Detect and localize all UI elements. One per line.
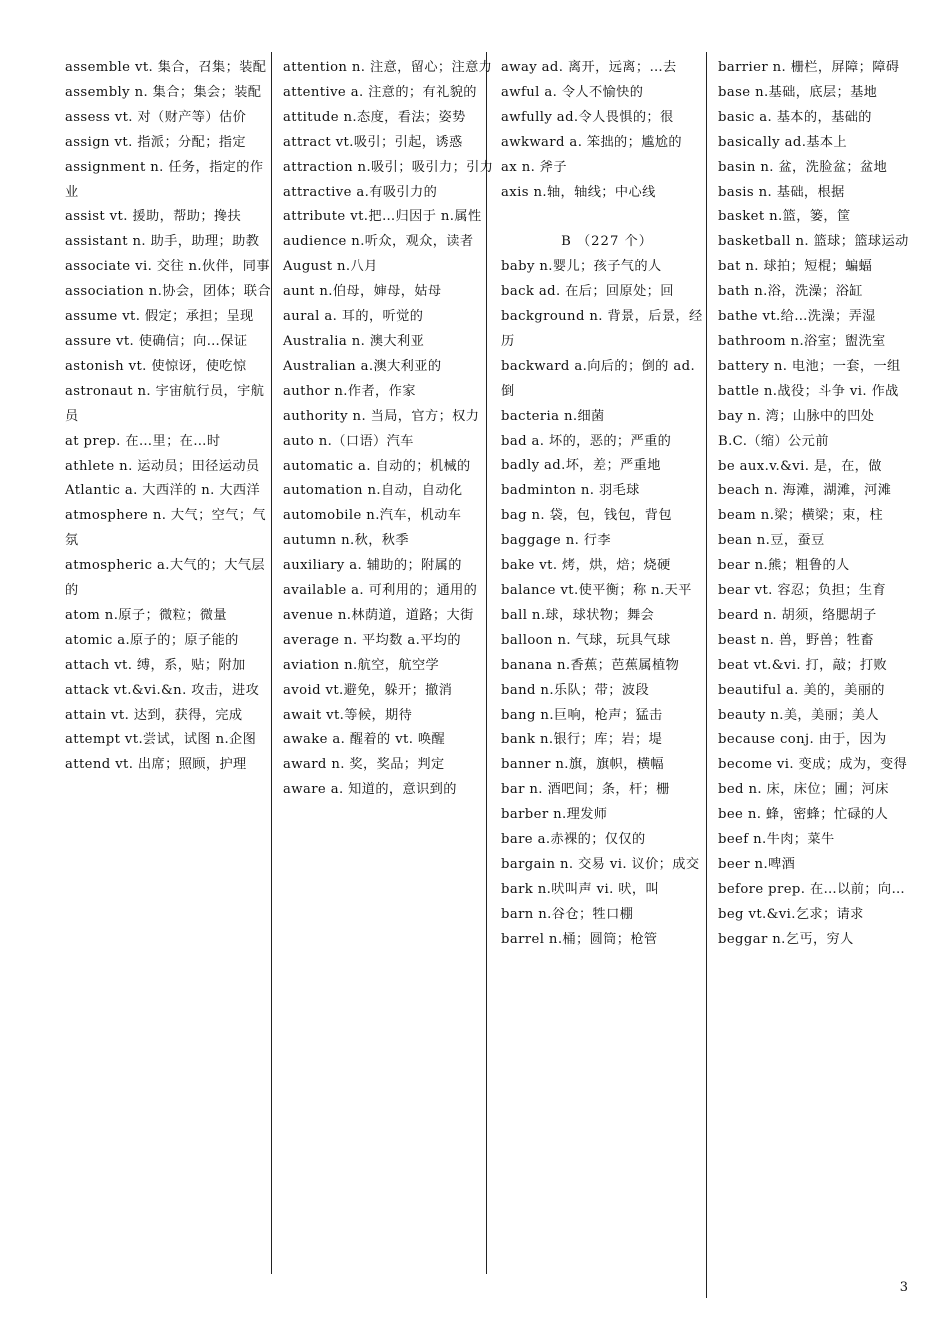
- word-entry: beauty n.美，美丽；美人: [718, 707, 879, 723]
- word-entry: balloon n. 气球，玩具气球: [501, 632, 671, 648]
- word-entry: attain vt. 达到，获得，完成: [65, 707, 243, 723]
- word-entry: basis n. 基础，根据: [718, 184, 845, 200]
- word-entry: bare a.赤裸的；仅仅的: [501, 832, 646, 848]
- word-entry: avoid vt.避免，躲开；撤消: [283, 682, 453, 698]
- word-entry: basin n. 盆，洗脸盆；盆地: [718, 159, 888, 175]
- word-entry: aware a. 知道的，意识到的: [283, 782, 457, 798]
- word-entry: atmospheric a.大气的；大气层的: [65, 558, 265, 599]
- word-entry: background n. 背景，后景，经历: [501, 309, 703, 349]
- word-entry: atomic a.原子的；原子能的: [65, 632, 239, 648]
- word-entry: band n.乐队；带；波段: [501, 682, 650, 698]
- word-entry: auto n.（口语）汽车: [283, 433, 414, 449]
- word-entry: before prep. 在…以前；向…: [718, 881, 906, 897]
- word-entry: astronaut n. 宇宙航行员，宇航员: [65, 383, 265, 424]
- word-entry: base n.基础，底层；基地: [718, 84, 878, 100]
- word-entry: back ad. 在后；回原处；回: [501, 284, 674, 300]
- word-entry: bacteria n.细菌: [501, 408, 605, 424]
- word-entry: award n. 奖，奖品；判定: [283, 757, 445, 773]
- word-entry: bar n. 酒吧间；条，杆；栅: [501, 782, 670, 798]
- word-entry: beach n. 海滩，湖滩，河滩: [718, 483, 892, 499]
- word-column-2: [283, 56, 495, 803]
- word-entry: assignment n. 任务，指定的作业: [65, 159, 264, 200]
- word-entry: Australia n. 澳大利亚: [283, 333, 425, 349]
- word-entry: attempt vt.尝试，试图 n.企图: [65, 732, 257, 748]
- word-entry: audience n.听众，观众，读者: [283, 234, 474, 250]
- word-entry: because conj. 由于，因为: [718, 732, 887, 748]
- word-entry: bad a. 坏的，恶的；严重的: [501, 433, 672, 449]
- word-entry: attitude n.态度，看法；姿势: [283, 109, 466, 125]
- word-entry: barrel n.桶；圆筒；枪管: [501, 931, 658, 947]
- word-entry: beard n. 胡须，络腮胡子: [718, 607, 877, 623]
- word-entry: assess vt. 对（财产等）估价: [65, 109, 247, 125]
- word-entry: ax n. 斧子: [501, 159, 567, 175]
- word-entry: atom n.原子；微粒；微量: [65, 607, 227, 623]
- word-column-4: [718, 56, 930, 953]
- word-entry: barber n.理发师: [501, 807, 608, 823]
- word-entry: backward a.向后的；倒的 ad. 倒: [501, 358, 696, 399]
- word-entry: be aux.v.&vi. 是，在，做: [718, 458, 882, 474]
- word-entry: attentive a. 注意的；有礼貌的: [283, 84, 477, 100]
- word-entry: available a. 可利用的；通用的: [283, 583, 478, 599]
- word-entry: become vi. 变成；成为，变得: [718, 757, 908, 773]
- word-entry: bathe vt.给…洗澡；弄湿: [718, 309, 876, 325]
- word-entry: banana n.香蕉；芭蕉属植物: [501, 657, 680, 673]
- word-list-a: [501, 56, 713, 205]
- word-entry: B.C.（缩）公元前: [718, 433, 829, 449]
- word-entry: assume vt. 假定；承担；呈现: [65, 309, 254, 325]
- word-entry: attract vt.吸引；引起，诱惑: [283, 134, 463, 150]
- word-entry: axis n.轴，轴线；中心线: [501, 184, 656, 200]
- word-entry: Australian a.澳大利亚的: [283, 358, 442, 374]
- word-entry: beast n. 兽，野兽；牲畜: [718, 632, 874, 648]
- word-entry: Atlantic a. 大西洋的 n. 大西洋: [65, 483, 261, 499]
- word-entry: atmosphere n. 大气；空气；气氛: [65, 508, 267, 549]
- word-entry: attribute vt.把…归因于 n.属性: [283, 209, 482, 225]
- word-entry: away ad. 离开，远离；…去: [501, 60, 677, 75]
- word-entry: athlete n. 运动员；田径运动员: [65, 458, 260, 474]
- word-entry: assist vt. 援助，帮助；搀扶: [65, 209, 242, 225]
- word-entry: aviation n.航空，航空学: [283, 657, 440, 673]
- word-entry: await vt.等候，期待: [283, 707, 413, 723]
- word-entry: bat n. 球拍；短棍；蝙蝠: [718, 259, 873, 275]
- word-entry: beautiful a. 美的，美丽的: [718, 682, 885, 698]
- word-entry: attend vt. 出席；照顾，护理: [65, 757, 247, 773]
- word-entry: August n.八月: [283, 259, 378, 275]
- word-entry: assistant n. 助手，助理；助教: [65, 234, 260, 250]
- word-entry: bath n.浴，洗澡；浴缸: [718, 284, 863, 300]
- word-entry: barrier n. 栅栏，屏障；障碍: [718, 60, 900, 75]
- word-entry: authority n. 当局，官方；权力: [283, 408, 480, 424]
- word-entry: beam n.梁；横梁；束，柱: [718, 508, 883, 524]
- word-entry: automatic a. 自动的；机械的: [283, 458, 471, 474]
- word-entry: awfully ad.令人畏惧的；很: [501, 109, 674, 125]
- word-entry: bake vt. 烤，烘，焙；烧硬: [501, 558, 671, 574]
- word-entry: barn n.谷仓；牲口棚: [501, 906, 634, 922]
- word-entry: bathroom n.浴室；盥洗室: [718, 333, 886, 349]
- word-entry: association n.协会，团体；联合: [65, 284, 271, 300]
- word-entry: bay n. 湾；山脉中的凹处: [718, 408, 875, 424]
- word-entry: average n. 平均数 a.平均的: [283, 632, 461, 648]
- section-heading-b: B （227 个）: [561, 234, 653, 250]
- word-entry: baby n.婴儿；孩子气的人: [501, 259, 662, 275]
- word-entry: bank n.银行；库；岩；堤: [501, 732, 663, 748]
- word-entry: badly ad.坏，差；严重地: [501, 458, 661, 474]
- word-entry: awful a. 令人不愉快的: [501, 84, 644, 100]
- word-entry: ball n.球，球状物；舞会: [501, 607, 655, 623]
- word-entry: bag n. 袋，包，钱包，背包: [501, 508, 672, 524]
- word-entry: baggage n. 行李: [501, 533, 611, 549]
- word-entry: battle n.战役；斗争 vi. 作战: [718, 383, 899, 399]
- word-entry: attack vt.&vi.&n. 攻击，进攻: [65, 682, 260, 698]
- word-entry: automobile n.汽车，机动车: [283, 508, 462, 524]
- page-number: 3: [899, 1280, 908, 1295]
- word-entry: astonish vt. 使惊讶，使吃惊: [65, 358, 247, 374]
- word-entry: autumn n.秋，秋季: [283, 533, 409, 549]
- word-entry: beggar n.乞丐，穷人: [718, 931, 854, 947]
- word-entry: balance vt.使平衡；称 n.天平: [501, 583, 692, 599]
- word-entry: at prep. 在…里；在…时: [65, 433, 221, 449]
- word-entry: bed n. 床，床位；圃；河床: [718, 782, 889, 798]
- word-entry: badminton n. 羽毛球: [501, 483, 640, 499]
- word-entry: banner n.旗，旗帜，横幅: [501, 757, 664, 773]
- word-entry: beer n.啤酒: [718, 857, 796, 872]
- word-entry: auxiliary a. 辅助的；附属的: [283, 558, 462, 574]
- word-entry: associate vi. 交往 n.伙伴，同事: [65, 259, 270, 275]
- word-entry: aunt n.伯母，婶母，姑母: [283, 284, 442, 300]
- word-entry: bee n. 蜂，密蜂；忙碌的人: [718, 807, 889, 823]
- word-entry: attention n. 注意，留心；注意力: [283, 60, 493, 75]
- word-list-b: [501, 255, 713, 952]
- word-entry: bear n.熊；粗鲁的人: [718, 558, 850, 574]
- word-entry: assemble vt. 集合，召集；装配: [65, 60, 267, 75]
- word-entry: bang n.巨响，枪声；猛击: [501, 707, 663, 723]
- word-entry: bargain n. 交易 vi. 议价；成交: [501, 856, 700, 872]
- word-entry: beg vt.&vi.乞求；请求: [718, 906, 864, 922]
- spacer: [501, 205, 713, 230]
- word-entry: bean n.豆，蚕豆: [718, 533, 825, 549]
- word-entry: avenue n.林荫道，道路；大街: [283, 607, 474, 623]
- word-entry: awkward a. 笨拙的；尴尬的: [501, 134, 682, 150]
- word-entry: attraction n.吸引；吸引力；引力: [283, 159, 494, 175]
- word-entry: beat vt.&vi. 打，敲；打败: [718, 657, 888, 673]
- word-entry: bark n.吠叫声 vi. 吠，叫: [501, 881, 660, 897]
- word-entry: attach vt. 缚，系，贴；附加: [65, 657, 246, 673]
- word-entry: assure vt. 使确信；向…保证: [65, 333, 248, 349]
- word-entry: basically ad.基本上: [718, 134, 848, 150]
- word-entry: author n.作者，作家: [283, 383, 416, 399]
- word-entry: awake a. 醒着的 vt. 唤醒: [283, 732, 446, 748]
- word-entry: bear vt. 容忍；负担；生育: [718, 583, 887, 599]
- word-entry: aural a. 耳的，听觉的: [283, 309, 424, 325]
- word-entry: basic a. 基本的，基础的: [718, 109, 872, 125]
- word-entry: assign vt. 指派；分配；指定: [65, 134, 246, 150]
- word-entry: assembly n. 集合；集会；装配: [65, 84, 262, 100]
- word-entry: attractive a.有吸引力的: [283, 184, 438, 200]
- word-entry: battery n. 电池；一套，一组: [718, 358, 901, 374]
- word-entry: beef n.牛肉；菜牛: [718, 832, 835, 848]
- word-entry: basket n.篮，篓，筐: [718, 209, 851, 225]
- word-column-1: [65, 56, 277, 778]
- word-entry: automation n.自动，自动化: [283, 483, 463, 499]
- word-entry: basketball n. 篮球；篮球运动: [718, 234, 909, 250]
- word-column-3: [501, 56, 713, 953]
